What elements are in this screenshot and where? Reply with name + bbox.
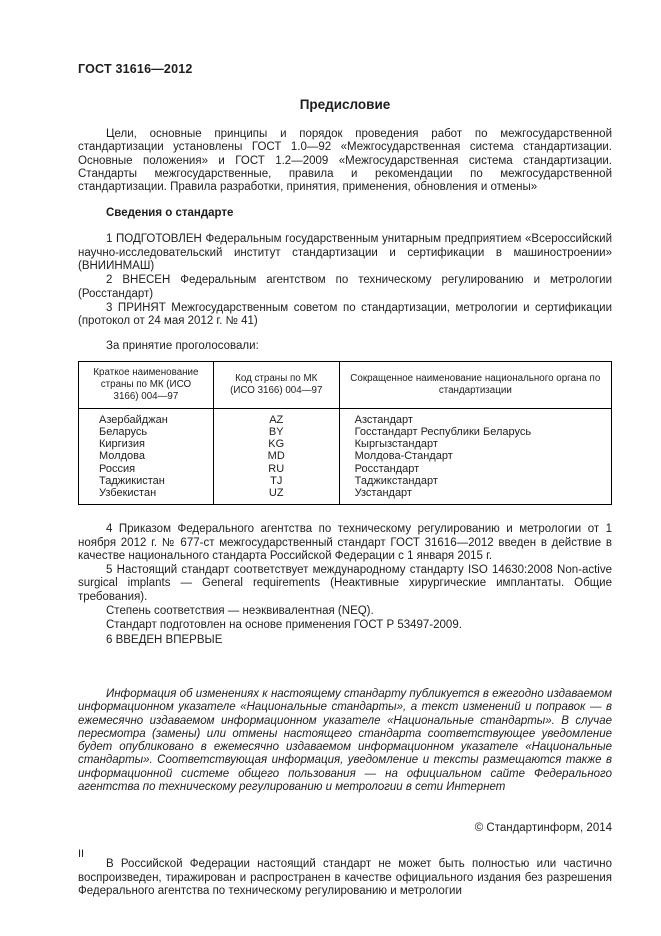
- table-row: [79, 438, 612, 450]
- table-row: [79, 450, 612, 462]
- table-header-row: [79, 361, 612, 408]
- table-row: [79, 463, 612, 475]
- page-title: Предисловие: [299, 97, 391, 112]
- country-cell: Узбекистан: [79, 487, 214, 505]
- standard-info-heading: Сведения о стандарте: [106, 207, 234, 220]
- standard-info-item-1: 1 ПОДГОТОВЛЕН Федеральным государственным унитарным предприятием «Всероссийский научно-исследовательский институт стандартизации и сертификации в машиностроении» (ВНИИНМАШ): [78, 233, 612, 273]
- code-cell: TJ: [213, 475, 339, 487]
- country-cell: Молдова: [79, 450, 214, 462]
- country-cell: Беларусь: [79, 426, 214, 438]
- code-cell: UZ: [213, 487, 339, 505]
- conformity-note: Степень соответствия — неэквивалентная (NEQ).: [106, 605, 374, 618]
- country-cell: Россия: [79, 463, 214, 475]
- code-cell: AZ: [213, 408, 339, 426]
- org-cell: Таджикстандарт: [339, 475, 611, 487]
- copyright-notice: © Стандартинформ, 2014: [474, 822, 612, 835]
- post-table-item-4: 4 Приказом Федерального агентства по техническому регулированию и метрологии от 1 ноября 2012 г. № 677-ст межгосударственный стандарт ГОСТ 31616—2012 введен в действие в качестве национального стандарта Российской Федерации с 1 января 2015 г.: [78, 523, 612, 562]
- org-cell: Азстандарт: [339, 408, 611, 426]
- table-row: [79, 487, 612, 505]
- voting-table: [78, 361, 612, 505]
- code-cell: KG: [213, 438, 339, 450]
- org-cell: Узстандарт: [339, 487, 611, 505]
- org-cell: Росстандарт: [339, 463, 611, 475]
- intro-paragraph: Цели, основные принципы и порядок проведения работ по межгосударственной стандартизации установлены ГОСТ 1.0—92 «Межгосударственная система стандартизации. Основные положения» и ГОСТ 1.2—2009 «Межгосударственная система стандартизации. Стандарты межгосударственные, правила и рекомендации по межгосударственной стандартизации. Правила разработки, принятия, применения, обновления и отмены»: [78, 128, 612, 194]
- code-cell: RU: [213, 463, 339, 475]
- table-row: [79, 426, 612, 438]
- code-cell: BY: [213, 426, 339, 438]
- page-number: II: [78, 848, 85, 860]
- amendments-note: Информация об изменениях к настоящему стандарту публикуется в ежегодно издаваемом информационном указателе «Национальные стандарты», а текст изменений и поправок — в ежемесячно издаваемом информационном указателе «Национальные стандарты». В случае пересмотра (замены) или отмены настоящего стандарта соответствующее уведомление будет опубликовано в ежемесячно издаваемом информационном указателе «Национальные стандарты». Соответствующая информация, уведомление и тексты размещаются также в информационной системе общего пользования — на официальном сайте Федерального агентства по техническому регулированию и метрологии в сети Интернет: [78, 687, 612, 794]
- column-header-code: Код страны по МК (ИСО 3166) 004—97: [213, 361, 339, 408]
- reproduction-restriction: В Российской Федерации настоящий стандарт не может быть полностью или частично воспроизведен, тиражирован и распространен в качестве официального издания без разрешения Федерального агентства по техническому регулированию и метрологии: [78, 858, 612, 897]
- country-cell: Таджикистан: [79, 475, 214, 487]
- post-table-item-6: 6 ВВЕДЕН ВПЕРВЫЕ: [106, 633, 223, 646]
- table-row: [79, 408, 612, 426]
- basis-note: Стандарт подготовлен на основе применения ГОСТ Р 53497-2009.: [106, 619, 462, 632]
- org-cell: Кыргызстандарт: [339, 438, 611, 450]
- code-cell: MD: [213, 450, 339, 462]
- table-row: [79, 475, 612, 487]
- country-cell: Азербайджан: [79, 408, 214, 426]
- country-cell: Киргизия: [79, 438, 214, 450]
- document-code: ГОСТ 31616—2012: [78, 62, 193, 76]
- org-cell: Госстандарт Республики Беларусь: [339, 426, 611, 438]
- column-header-org: Сокращенное наименование национального органа по стандартизации: [339, 361, 611, 408]
- column-header-country: Краткое наименование страны по МК (ИСО 3166) 004—97: [79, 361, 214, 408]
- standard-info-item-2: 2 ВНЕСЕН Федеральным агентством по техническому регулированию и метрологии (Росстандарт): [78, 274, 612, 300]
- vote-intro: За принятие проголосовали:: [106, 339, 259, 352]
- post-table-item-5: 5 Настоящий стандарт соответствует международному стандарту ISO 14630:2008 Non-active surgical implants — General requirements (Неактивные хирургические имплантаты. Общие требования).: [78, 564, 612, 603]
- org-cell: Молдова-Стандарт: [339, 450, 611, 462]
- standard-info-item-3: 3 ПРИНЯТ Межгосударственным советом по стандартизации, метрологии и сертификации (протокол от 24 мая 2012 г. № 41): [78, 301, 612, 328]
